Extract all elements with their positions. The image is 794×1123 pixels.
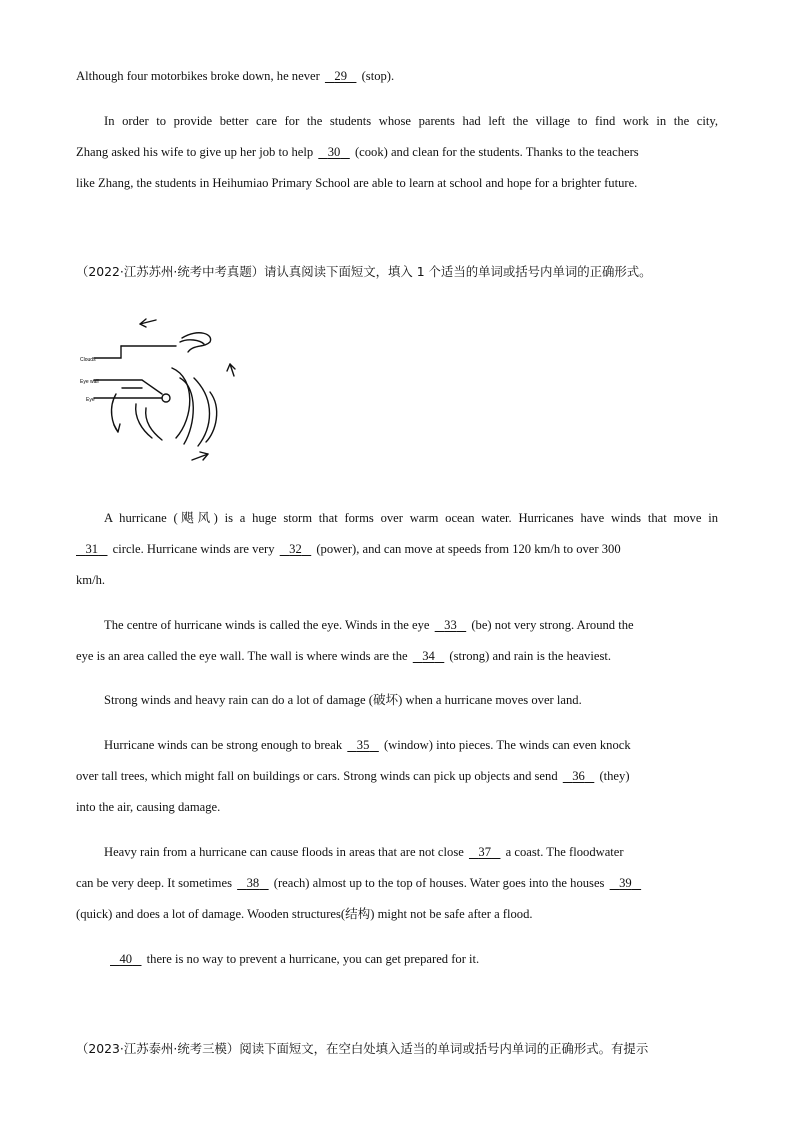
text: into the air, causing damage. xyxy=(76,800,221,814)
text: The centre of hurricane winds is called the eye. Winds in the eye xyxy=(104,618,430,632)
text-line xyxy=(76,875,643,891)
text-line xyxy=(104,844,624,860)
label-clouds: Clouds xyxy=(80,357,96,363)
clouds-pointer xyxy=(94,346,121,358)
text: Zhang asked his wife to give up her job to help xyxy=(76,145,314,159)
blank-33[interactable]: 33 xyxy=(444,618,457,632)
text: over tall trees, which might fall on buildings or cars. Strong winds can pick up objects and send xyxy=(76,769,558,783)
text-line xyxy=(76,175,637,191)
text: Strong winds and heavy rain can do a lot of damage (破坏) when a hurricane moves over land. xyxy=(104,693,582,707)
hurricane-diagram xyxy=(76,308,246,478)
text: circle. Hurricane winds are very xyxy=(112,542,275,556)
text: a coast. The floodwater xyxy=(505,845,624,859)
text: (cook) and clean for the students. Thanks to the teachers xyxy=(354,145,639,159)
blank-34[interactable]: 34 xyxy=(422,649,435,663)
text-line xyxy=(104,692,582,708)
text: (strong) and rain is the heaviest. xyxy=(449,649,611,663)
text: can be very deep. It sometimes xyxy=(76,876,232,890)
text: there is no way to prevent a hurricane, you can get prepared for it. xyxy=(146,952,480,966)
text-line xyxy=(104,737,631,753)
blank-31[interactable]: 31 xyxy=(85,542,99,556)
label-eye: Eye xyxy=(86,397,95,403)
text-line xyxy=(76,572,105,588)
text: (be) not very strong. Around the xyxy=(471,618,634,632)
blank-38[interactable]: 38 xyxy=(246,876,260,890)
text: km/h. xyxy=(76,573,106,587)
text-line xyxy=(76,541,621,557)
text: (window) into pieces. The winds can even knock xyxy=(383,738,631,752)
text: A hurricane (飓风) is a huge storm that forms over warm ocean water. Hurricanes have winds that move in xyxy=(104,511,718,525)
text: (power), and can move at speeds from 120 km/h to over 300 xyxy=(316,542,621,556)
text-line xyxy=(76,906,533,922)
text-line xyxy=(76,144,639,160)
text-line xyxy=(104,617,634,633)
text: (stop). xyxy=(361,69,395,83)
blank-36[interactable]: 36 xyxy=(572,769,585,783)
text: (they) xyxy=(599,769,630,783)
text-line xyxy=(76,768,630,784)
section-header: （2022·江苏苏州·统考中考真题）请认真阅读下面短文，填入 1 个适当的单词或括号内单词的正确形式。 xyxy=(76,264,652,279)
text: In order to provide better care for the students whose parents had left the village to find work in the city, xyxy=(104,114,718,128)
eye-wall-pointer xyxy=(94,380,162,394)
text-line xyxy=(104,510,718,526)
text: Hurricane winds can be strong enough to break xyxy=(104,738,343,752)
text-line xyxy=(76,648,611,664)
text-line xyxy=(76,68,394,84)
blank-30[interactable]: 30 xyxy=(327,145,341,159)
text: Heavy rain from a hurricane can cause floods in areas that are not close xyxy=(104,845,464,859)
blank-29[interactable]: 29 xyxy=(334,69,347,83)
label-eye-wall: Eye wall xyxy=(80,379,99,385)
text-line xyxy=(108,951,479,967)
blank-35[interactable]: 35 xyxy=(356,738,370,752)
blank-37[interactable]: 37 xyxy=(478,845,492,859)
cloud-band xyxy=(182,333,211,352)
blank-40[interactable]: 40 xyxy=(119,952,133,966)
text: eye is an area called the eye wall. The wall is where winds are the xyxy=(76,649,408,663)
blank-32[interactable]: 32 xyxy=(289,542,302,556)
blank-39[interactable]: 39 xyxy=(619,876,632,890)
text: like Zhang, the students in Heihumiao Primary School are able to learn at school and hope for a brighter future. xyxy=(76,176,638,190)
text-line xyxy=(104,113,718,129)
text-line xyxy=(76,799,220,815)
section-header: （2023·江苏泰州·统考三模）阅读下面短文，在空白处填入适当的单词或括号内单词的正确形式。有提示 xyxy=(76,1041,649,1056)
text: (reach) almost up to the top of houses. Water goes into the houses xyxy=(273,876,605,890)
text: (quick) and does a lot of damage. Wooden structures(结构) might not be safe after a flood. xyxy=(76,907,533,921)
text: Although four motorbikes broke down, he never xyxy=(76,69,320,83)
